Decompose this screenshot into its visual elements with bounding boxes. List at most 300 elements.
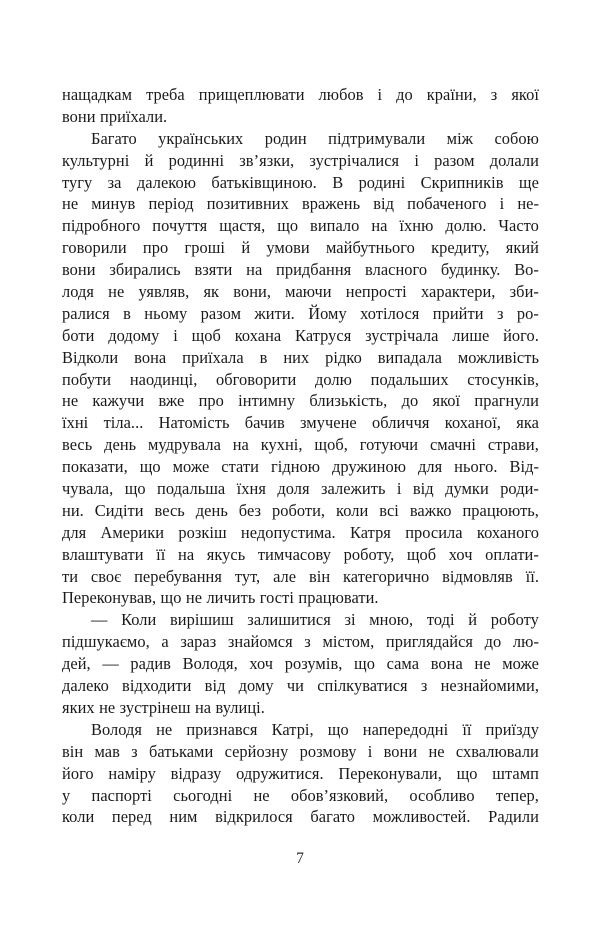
text-line xyxy=(62,259,539,281)
text-line xyxy=(62,215,539,237)
word: він xyxy=(308,566,331,586)
word: позитивних xyxy=(206,194,289,214)
word: ще xyxy=(518,172,539,192)
word: обличчя xyxy=(372,413,430,433)
word: ни. xyxy=(62,500,84,520)
word: залишитися xyxy=(247,610,331,630)
word: що xyxy=(354,654,375,674)
word: на xyxy=(194,697,212,717)
page-number: 7 xyxy=(296,850,304,867)
word: просила xyxy=(405,522,463,542)
word: змучене xyxy=(300,413,357,433)
word: Катря xyxy=(349,522,391,542)
word: наміру xyxy=(108,763,156,783)
word: і xyxy=(414,150,419,170)
word: роботу, xyxy=(343,544,395,564)
word: готуючи xyxy=(359,435,419,455)
word: напередодні xyxy=(362,719,449,739)
word: своє xyxy=(90,566,122,586)
word: серйозну xyxy=(224,741,289,761)
word: Відколи xyxy=(62,347,119,367)
word: не xyxy=(99,697,116,717)
word: від xyxy=(373,194,395,214)
word: що xyxy=(456,763,478,783)
word: а xyxy=(161,632,169,652)
word: їхні xyxy=(62,413,89,433)
word: не xyxy=(474,654,491,674)
word: його. xyxy=(503,325,539,345)
word: ньому xyxy=(144,303,188,323)
word: долю xyxy=(315,369,352,389)
word: щоб, xyxy=(314,435,348,455)
word: розмову xyxy=(299,741,357,761)
word: на xyxy=(246,260,263,280)
word: якусь xyxy=(206,544,246,564)
word: його xyxy=(62,763,94,783)
word: якої xyxy=(511,85,539,104)
word: лю- xyxy=(512,632,539,652)
text-line xyxy=(62,456,539,478)
word: він xyxy=(62,741,84,761)
word: жити. xyxy=(254,303,295,323)
text-line xyxy=(62,763,539,785)
text-line xyxy=(62,128,539,150)
text-line xyxy=(62,719,539,741)
word: В xyxy=(332,172,344,192)
word: що xyxy=(160,588,182,608)
word: вулиці. xyxy=(215,697,265,717)
text-line xyxy=(62,150,539,172)
paragraph xyxy=(62,128,539,610)
word: випадала xyxy=(377,347,442,367)
word: маючи xyxy=(285,282,332,302)
word: Йому xyxy=(308,303,347,323)
word: кухні, xyxy=(260,435,303,455)
word: кохана xyxy=(234,325,282,345)
word: ним xyxy=(169,807,198,827)
word: роботу xyxy=(490,610,539,630)
word: хотілося xyxy=(360,303,420,323)
paragraph xyxy=(62,84,539,128)
word: майбутнього xyxy=(325,238,415,258)
word: разом xyxy=(434,150,475,170)
word: можливостей. xyxy=(372,807,471,827)
word: нього. xyxy=(454,457,498,477)
text-line xyxy=(62,522,539,544)
word: Сидіти xyxy=(94,500,144,520)
text-line xyxy=(62,631,539,653)
text-line xyxy=(62,347,539,369)
word: для xyxy=(62,522,87,542)
word: подальших xyxy=(370,369,449,389)
word: Скрипників xyxy=(420,172,504,192)
word: зі xyxy=(344,610,356,630)
page-text-block xyxy=(62,84,539,828)
word: радив xyxy=(130,654,171,674)
word: Переконував, xyxy=(62,588,157,608)
word: працюють, xyxy=(462,500,539,520)
word: не xyxy=(62,194,79,214)
word: відходити xyxy=(122,676,192,696)
word: її xyxy=(156,544,166,564)
word: тимчасову xyxy=(257,544,331,564)
word: без xyxy=(238,500,262,520)
word: не xyxy=(253,785,270,805)
word: оплати- xyxy=(485,544,539,564)
word: на xyxy=(232,435,249,455)
word: у xyxy=(62,785,71,805)
word: Во- xyxy=(514,260,539,280)
word: бачив xyxy=(244,413,285,433)
word: гроші xyxy=(184,238,226,258)
word: зби- xyxy=(509,282,539,302)
word: в xyxy=(259,347,268,367)
word: далекою xyxy=(136,172,197,192)
word: і xyxy=(377,85,383,104)
word: для xyxy=(418,457,443,477)
word: подальша xyxy=(157,479,226,499)
word: Переконували, xyxy=(338,763,442,783)
word: яких xyxy=(62,697,95,717)
word: признався xyxy=(186,719,258,739)
word: до xyxy=(484,632,502,652)
word: з xyxy=(420,676,428,696)
text-line xyxy=(62,172,539,194)
word: гості xyxy=(259,588,294,608)
text-line xyxy=(62,544,539,566)
word: Володя, xyxy=(182,654,238,674)
word: їхню xyxy=(399,216,434,236)
word: вона xyxy=(430,654,463,674)
word: не xyxy=(428,741,445,761)
word: перед xyxy=(111,807,152,827)
word: доля xyxy=(277,479,310,499)
word: до xyxy=(401,391,419,411)
word: особливо xyxy=(409,785,475,805)
text-line xyxy=(62,106,539,128)
word: про xyxy=(198,391,224,411)
word: хоч xyxy=(448,544,473,564)
text-line xyxy=(62,675,539,697)
word: їхня xyxy=(236,479,266,499)
word: і xyxy=(499,194,505,214)
word: — xyxy=(91,610,108,630)
word: зустрічала xyxy=(365,325,439,345)
word: зустрінеш xyxy=(119,697,191,717)
word: стати xyxy=(221,457,259,477)
word: підробного xyxy=(62,216,141,236)
word: але xyxy=(273,566,297,586)
word: дому xyxy=(238,676,274,696)
word: незнайомими, xyxy=(440,676,539,696)
word: залежить xyxy=(320,479,386,499)
word: думки xyxy=(445,479,489,499)
word: її. xyxy=(525,566,539,586)
word: прищеплювати xyxy=(198,85,305,104)
word: родинні xyxy=(168,150,225,170)
word: що xyxy=(124,479,146,499)
word: й xyxy=(144,150,154,170)
word: коли xyxy=(62,807,95,827)
word: і xyxy=(396,479,402,499)
word: стосунків, xyxy=(467,369,539,389)
word: випало xyxy=(310,216,360,236)
text-line xyxy=(62,390,539,412)
text-line xyxy=(62,478,539,500)
word: гідною xyxy=(270,457,321,477)
word: сьогодні xyxy=(173,785,233,805)
word: приїхала xyxy=(182,347,244,367)
word: будинку. xyxy=(440,260,501,280)
word: взяти xyxy=(194,260,233,280)
word: між xyxy=(446,128,474,148)
word: й xyxy=(468,610,478,630)
word: приїзду xyxy=(485,719,539,739)
word: нащадкам xyxy=(62,85,133,104)
word: Часто xyxy=(498,216,539,236)
word: до xyxy=(396,85,413,104)
word: всі xyxy=(379,500,399,520)
word: треба xyxy=(146,85,185,104)
word: розумів, xyxy=(284,654,343,674)
word: Америки xyxy=(100,522,165,542)
word: що xyxy=(139,457,161,477)
word: роди- xyxy=(500,479,539,499)
word: яка xyxy=(516,413,539,433)
word: тепер, xyxy=(495,785,539,805)
word: тіла... xyxy=(103,413,144,433)
word: батьківщиною. xyxy=(211,172,317,192)
text-line xyxy=(62,500,539,522)
word: долю. xyxy=(445,216,487,236)
word: придбання xyxy=(276,260,352,280)
word: вже xyxy=(158,391,185,411)
word: схвалювали xyxy=(455,741,539,761)
word: Володя xyxy=(91,719,142,739)
word: про xyxy=(142,238,169,258)
word: з xyxy=(304,632,311,652)
text-line xyxy=(62,697,539,719)
word: страви, xyxy=(487,435,539,455)
word: долали xyxy=(489,150,539,170)
word: влаштувати xyxy=(62,544,144,564)
word: підтримували xyxy=(328,128,426,148)
text-line xyxy=(62,806,539,828)
word: може xyxy=(502,654,539,674)
word: і xyxy=(173,325,178,345)
word: штамп xyxy=(492,763,539,783)
word: — xyxy=(102,654,119,674)
word: побути xyxy=(62,369,112,389)
text-line xyxy=(62,609,539,631)
text-line xyxy=(62,412,539,434)
text-line xyxy=(62,84,539,106)
word: ти xyxy=(62,566,79,586)
word: що xyxy=(277,216,299,236)
word: культурні xyxy=(62,150,130,170)
word: рідко xyxy=(325,347,362,367)
text-line xyxy=(62,325,539,347)
text-line xyxy=(62,369,539,391)
word: українських xyxy=(158,128,244,148)
word: відразу xyxy=(170,763,222,783)
word: день xyxy=(104,435,137,455)
word: уявляв, xyxy=(138,282,190,302)
word: з xyxy=(496,303,504,323)
word: родині xyxy=(358,172,406,192)
word: спілкуватися xyxy=(317,676,408,696)
word: зустрічалися xyxy=(309,150,400,170)
word: відмовляв xyxy=(442,566,513,586)
word: далеко xyxy=(62,676,109,696)
word: дей, xyxy=(62,654,91,674)
word: хоч xyxy=(249,654,274,674)
word: батьками xyxy=(148,741,214,761)
word: вона xyxy=(134,347,167,367)
word: містом, xyxy=(322,632,375,652)
word: побаченого xyxy=(407,194,487,214)
word: роботи, xyxy=(271,500,326,520)
word: розкіш xyxy=(178,522,227,542)
word: країни, xyxy=(426,85,477,104)
word: родин xyxy=(264,128,307,148)
word: інтимну xyxy=(238,391,296,411)
word: Багато xyxy=(91,128,137,148)
text-line xyxy=(62,785,539,807)
word: додому xyxy=(108,325,160,345)
word: обов’язковий, xyxy=(290,785,389,805)
word: коханого xyxy=(476,522,539,542)
text-line xyxy=(62,653,539,675)
word: непрості xyxy=(345,282,407,302)
word: почуття xyxy=(152,216,208,236)
word: прагнули xyxy=(474,391,539,411)
word: багато xyxy=(310,807,356,827)
word: личить xyxy=(206,588,256,608)
word: на xyxy=(371,216,388,236)
text-line xyxy=(62,237,539,259)
text-line xyxy=(62,566,539,588)
paragraph xyxy=(62,609,539,718)
word: не xyxy=(156,719,173,739)
word: вони xyxy=(62,260,96,280)
word: важко xyxy=(409,500,452,520)
word: Радили xyxy=(488,807,539,827)
word: вирішиш xyxy=(170,610,234,630)
text-line xyxy=(62,741,539,763)
word: який xyxy=(505,238,539,258)
word: прийти xyxy=(432,303,484,323)
text-line xyxy=(62,434,539,456)
word: разом xyxy=(200,303,242,323)
word: якої xyxy=(432,391,461,411)
text-line xyxy=(62,193,539,215)
word: коли xyxy=(336,500,369,520)
word: вражень xyxy=(301,194,361,214)
word: боти xyxy=(62,325,95,345)
word: власного xyxy=(365,260,428,280)
word: і xyxy=(367,741,373,761)
word: Від- xyxy=(509,457,539,477)
word: знайомся xyxy=(227,632,293,652)
word: тугу xyxy=(62,172,93,192)
word: з xyxy=(131,741,138,761)
word: можливість xyxy=(457,347,539,367)
word: перебування xyxy=(134,566,222,586)
word: смачні xyxy=(429,435,476,455)
word: Катруся xyxy=(295,325,352,345)
word: не xyxy=(108,282,125,302)
word: від xyxy=(412,479,434,499)
word: день xyxy=(195,500,228,520)
text-line xyxy=(62,281,539,303)
word: щоб xyxy=(406,544,437,564)
word: наодинці, xyxy=(129,369,198,389)
word: не- xyxy=(517,194,539,214)
word: не xyxy=(185,588,203,608)
word: тут, xyxy=(234,566,261,586)
word: з xyxy=(490,85,498,104)
word: Коли xyxy=(121,610,157,630)
word: може xyxy=(172,457,210,477)
word: дружиною xyxy=(332,457,407,477)
word: коханої, xyxy=(444,413,501,433)
word: як xyxy=(203,282,220,302)
word: вони, xyxy=(233,282,271,302)
word: лише xyxy=(452,325,490,345)
word: собою xyxy=(494,128,539,148)
word: весь xyxy=(154,500,185,520)
word: відкрилося xyxy=(215,807,293,827)
text-line xyxy=(62,303,539,325)
word: її xyxy=(462,719,472,739)
word: зв’язки, xyxy=(239,150,295,170)
word: тоді xyxy=(426,610,455,630)
word: категорично xyxy=(343,566,430,586)
word: сама xyxy=(386,654,420,674)
word: від xyxy=(204,676,226,696)
word: обговорити xyxy=(216,369,297,389)
word: працювати. xyxy=(298,588,379,608)
word: мною, xyxy=(369,610,414,630)
word: чи xyxy=(286,676,304,696)
word: період xyxy=(148,194,194,214)
text-line xyxy=(62,587,539,609)
word: ро- xyxy=(516,303,539,323)
word: вони xyxy=(383,741,418,761)
word: вони xyxy=(62,106,96,126)
word: щоб xyxy=(191,325,221,345)
word: зараз xyxy=(180,632,217,652)
word: щастя, xyxy=(219,216,266,236)
word: за xyxy=(107,172,122,192)
word: чувала, xyxy=(62,479,114,499)
word: й xyxy=(241,238,251,258)
word: кажучи xyxy=(92,391,145,411)
word: одружитися. xyxy=(236,763,324,783)
word: характери, xyxy=(420,282,496,302)
word: паспорті xyxy=(91,785,152,805)
word: в xyxy=(123,303,131,323)
word: ралися xyxy=(62,303,110,323)
word: умови xyxy=(266,238,310,258)
word: Катрі, xyxy=(271,719,314,739)
word: лодя xyxy=(62,282,94,302)
word: них xyxy=(283,347,310,367)
word: минув xyxy=(91,194,136,214)
word: приїхали. xyxy=(100,106,168,126)
word: приглядайся xyxy=(385,632,474,652)
